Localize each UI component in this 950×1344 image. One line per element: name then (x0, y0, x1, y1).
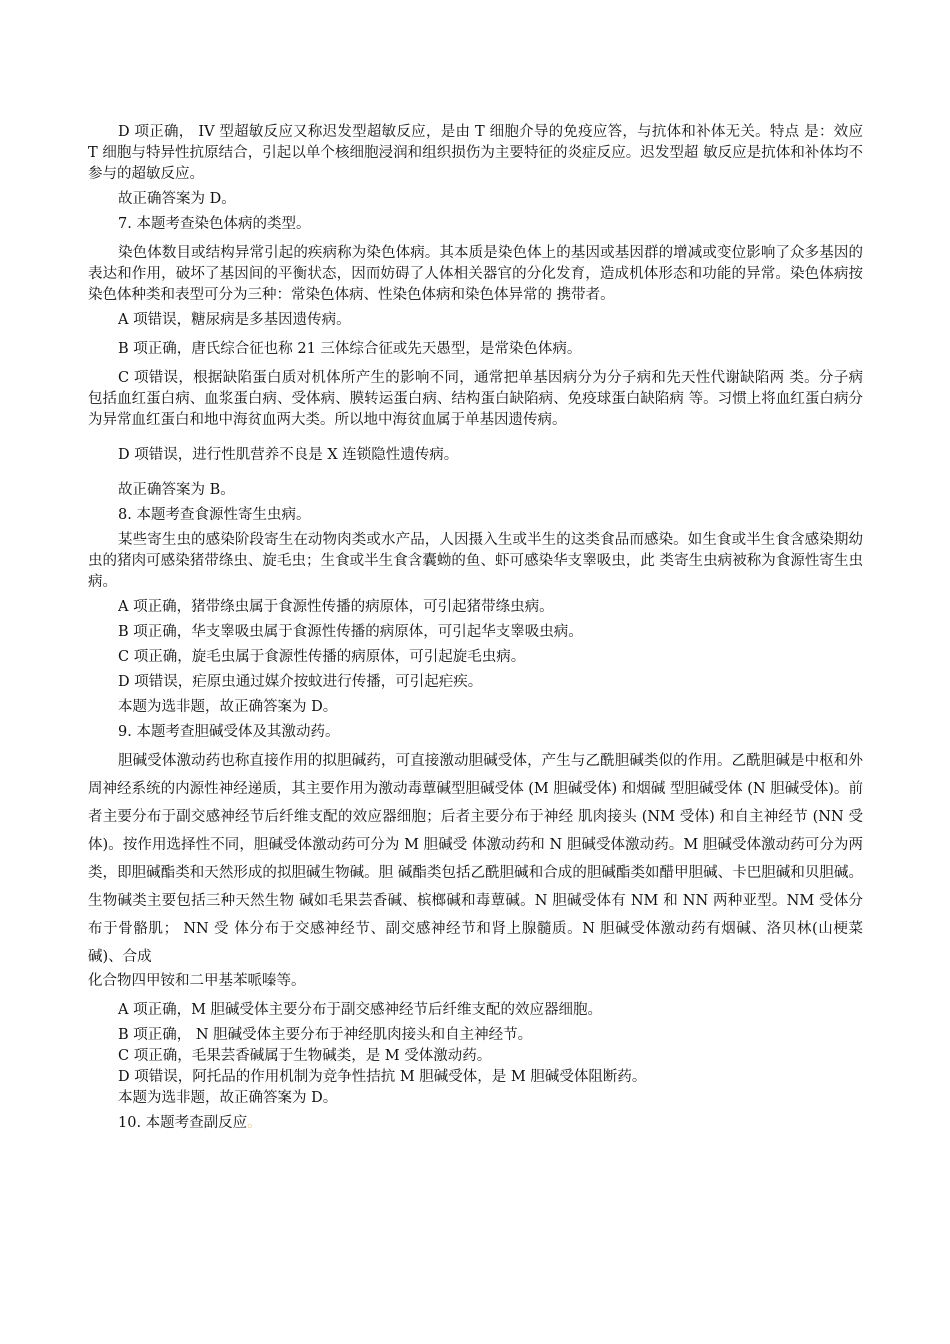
option-c-pilocarpine: C 项正确，毛果芸香碱属于生物碱类，是 M 受体激动药。 (118, 1048, 492, 1064)
paragraph-cholinergic-agonists: 胆碱受体激动药也称直接作用的拟胆碱药，可直接激动胆碱受体，产生与乙酰胆碱类似的作用。乙酰胆碱是中枢和外周神经系统的内源性神经递质，其主要作用为激动毒蕈碱型胆碱受体 (M 胆碱受体) 和烟碱 型胆碱受体 (N 胆碱受体)。前者主要分布于副交感神经节后纤维支配的效应器细胞；后者主要分布于神经 肌肉接头 (NM 受体) 和自主神经节 (NN 受体)。按作用选择性不同，胆碱受体激动药可分为 M 胆碱受 体激动药和 N 胆碱受体激动药。M 胆碱受体激动药可分为两类，即胆碱酯类和天然形成的拟胆碱生物碱。胆 碱酯类包括乙酰胆碱和合成的胆碱酯类如醋甲胆碱、卡巴胆碱和贝胆碱。生物碱类主要包括三种天然生物 碱如毛果芸香碱、槟榔碱和毒蕈碱。N 胆碱受体有 NM 和 NN 两种亚型。NM 受体分布于骨骼肌； NN 受 体分布于交感神经节、副交感神经节和肾上腺髓质。N 胆碱受体激动药有烟碱、洛贝林(山梗菜碱)、合成 (88, 753, 863, 965)
option-d-atropine: D 项错误，阿托品的作用机制为竞争性拮抗 M 胆碱受体，是 M 胆碱受体阻断药。 (118, 1069, 647, 1085)
question-heading-8: 8. 本题考查食源性寄生虫病。 (118, 507, 311, 523)
question-heading-10 (88, 1113, 863, 1134)
paragraph-type-iv-hypersensitivity: D 项正确， IV 型超敏反应又称迟发型超敏反应，是由 T 细胞介导的免疫应答，与抗体和补体无关。特点 是：效应 T 细胞与特异性抗原结合，引起以单个核细胞浸润和组织损伤为主要特征的炎症反应。迟发型超 敏反应是抗体和补体均不参与的超敏反应。 (88, 124, 863, 182)
question-heading-7: 7. 本题考查染色体病的类型。 (118, 216, 311, 232)
option-b-n-receptor: B 项正确， N 胆碱受体主要分布于神经肌肉接头和自主神经节。 (118, 1027, 533, 1043)
trailing-mark: 。 (247, 1115, 262, 1131)
document-body (88, 122, 863, 1134)
option-a-m-receptor: A 项正确，M 胆碱受体主要分布于副交感神经节后纤维支配的效应器细胞。 (118, 1002, 603, 1018)
option-a-diabetes: A 项错误，糖尿病是多基因遗传病。 (118, 312, 351, 328)
option-c-trichinella: C 项正确，旋毛虫属于食源性传播的病原体，可引起旋毛虫病。 (118, 649, 526, 665)
option-d-muscular-dystrophy: D 项错误，进行性肌营养不良是 X 连锁隐性遗传病。 (118, 447, 459, 463)
option-a-taenia: A 项正确，猪带绦虫属于食源性传播的病原体，可引起猪带绦虫病。 (118, 599, 554, 615)
question-heading-9: 9. 本题考查胆碱受体及其激动药。 (118, 724, 340, 740)
option-d-plasmodium: D 项错误，疟原虫通过媒介按蚊进行传播，可引起疟疾。 (118, 674, 483, 690)
paragraph-foodborne-parasites: 某些寄生虫的感染阶段寄生在动物肉类或水产品，人因摄入生或半生的这类食品而感染。如生食或半生食含感染期幼虫的猪肉可感染猪带绦虫、旋毛虫；生食或半生食含囊蚴的鱼、虾可感染华支睾吸虫，此 类寄生虫病被称为食源性寄生虫病。 (88, 532, 863, 590)
answer-line-b: 故正确答案为 B。 (118, 482, 235, 498)
option-b-clonorchis: B 项正确，华支睾吸虫属于食源性传播的病原体，可引起华支睾吸虫病。 (118, 624, 583, 640)
option-b-down-syndrome: B 项正确，唐氏综合征也称 21 三体综合征或先天愚型，是常染色体病。 (118, 341, 582, 357)
question-10-text: 10. 本题考查副反应 (118, 1115, 248, 1131)
option-c-molecular-disease: C 项错误，根据缺陷蛋白质对机体所产生的影响不同，通常把单基因病分为分子病和先天性代谢缺陷两 类。分子病包括血红蛋白病、血浆蛋白病、受体病、膜转运蛋白病、结构蛋白缺陷病、免疫球蛋白缺陷病 等。习惯上将血红蛋白病分为异常血红蛋白和地中海贫血两大类。所以地中海贫血属于单基因遗传病。 (88, 370, 863, 428)
answer-line-d: 故正确答案为 D。 (118, 191, 236, 207)
answer-line-d-q9: 本题为选非题，故正确答案为 D。 (118, 1090, 338, 1106)
answer-line-d-q8: 本题为选非题，故正确答案为 D。 (118, 699, 338, 715)
paragraph-chromosome-disease: 染色体数目或结构异常引起的疾病称为染色体病。其本质是染色体上的基因或基因群的增减或变位影响了众多基因的表达和作用，破坏了基因间的平衡状态，因而妨碍了人体相关器官的分化发育，造成机体形态和功能的异常。染色体病按染色体种类和表型可分为三种：常染色体病、性染色体病和染色体异常的 携带者。 (88, 245, 863, 303)
paragraph-cholinergic-continued: 化合物四甲铵和二甲基苯哌嗪等。 (88, 973, 306, 989)
